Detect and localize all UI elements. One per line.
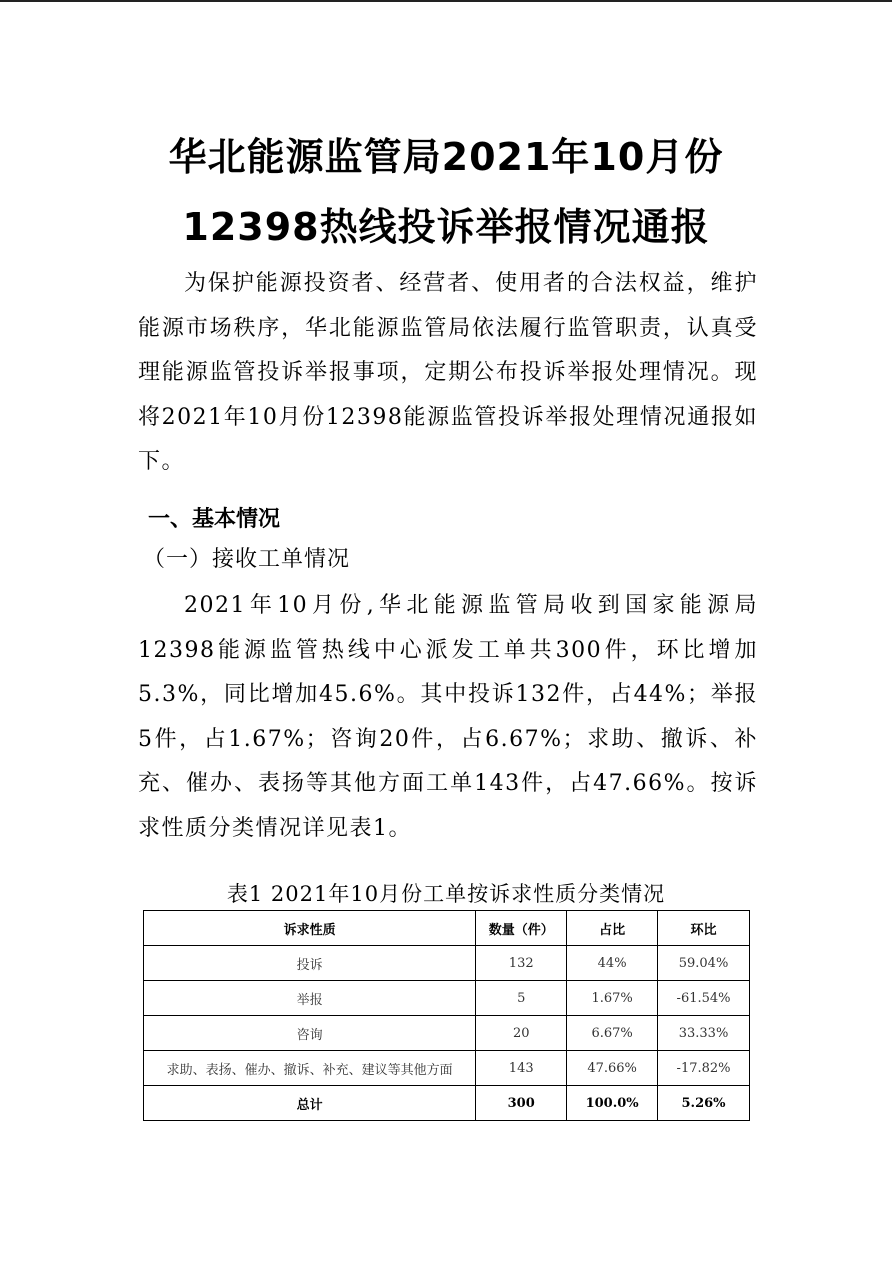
cell-mom: -61.54%: [658, 981, 750, 1016]
cell-type: 投诉: [144, 946, 476, 981]
subsection-heading: （一）接收工单情况: [143, 547, 351, 572]
cell-count: 20: [476, 1016, 567, 1051]
section-heading: 一、基本情况: [148, 507, 281, 532]
cell-share: 47.66%: [567, 1051, 658, 1086]
header-type: 诉求性质: [144, 911, 476, 946]
document-title-line-2: 12398热线投诉举报情况通报: [182, 205, 710, 249]
cell-count: 143: [476, 1051, 567, 1086]
table-caption: 表1 2021年10月份工单按诉求性质分类情况: [226, 882, 666, 906]
header-mom: 环比: [658, 911, 750, 946]
table-row: [144, 1016, 750, 1051]
cell-type: 举报: [144, 981, 476, 1016]
table-row: [144, 1051, 750, 1086]
table-row: [144, 981, 750, 1016]
document-title-line-1: 华北能源监管局2021年10月份: [168, 135, 724, 179]
cell-share: 6.67%: [567, 1016, 658, 1051]
top-border-line: [0, 0, 892, 2]
cell-mom: 59.04%: [658, 946, 750, 981]
table-row: [144, 946, 750, 981]
total-label: 总计: [144, 1086, 476, 1121]
cell-share: 1.67%: [567, 981, 658, 1016]
cell-count: 5: [476, 981, 567, 1016]
total-count: 300: [476, 1086, 567, 1121]
cell-share: 44%: [567, 946, 658, 981]
header-count: 数量（件）: [476, 911, 567, 946]
header-share: 占比: [567, 911, 658, 946]
total-mom: 5.26%: [658, 1086, 750, 1121]
classification-table: [143, 910, 750, 1121]
cell-count: 132: [476, 946, 567, 981]
body-paragraph: 2021年10月份,华北能源监管局收到国家能源局12398能源监管热线中心派发工单共300件，环比增加5.3%，同比增加45.6%。其中投诉132件，占44%；举报5件，占1.67%；咨询20件，占6.67%；求助、撤诉、补充、催办、表扬等其他方面工单143件，占47.66%。按诉求性质分类情况详见表1。: [138, 593, 758, 841]
cell-type: 求助、表扬、催办、撤诉、补充、建议等其他方面: [144, 1051, 476, 1086]
cell-mom: 33.33%: [658, 1016, 750, 1051]
total-share: 100.0%: [567, 1086, 658, 1121]
table-header-row: [144, 911, 750, 946]
intro-paragraph: 为保护能源投资者、经营者、使用者的合法权益，维护能源市场秩序，华北能源监管局依法履行监管职责，认真受理能源监管投诉举报事项，定期公布投诉举报处理情况。现将2021年10月份12398能源监管投诉举报处理情况通报如下。: [138, 271, 758, 474]
table-total-row: [144, 1086, 750, 1121]
cell-type: 咨询: [144, 1016, 476, 1051]
cell-mom: -17.82%: [658, 1051, 750, 1086]
